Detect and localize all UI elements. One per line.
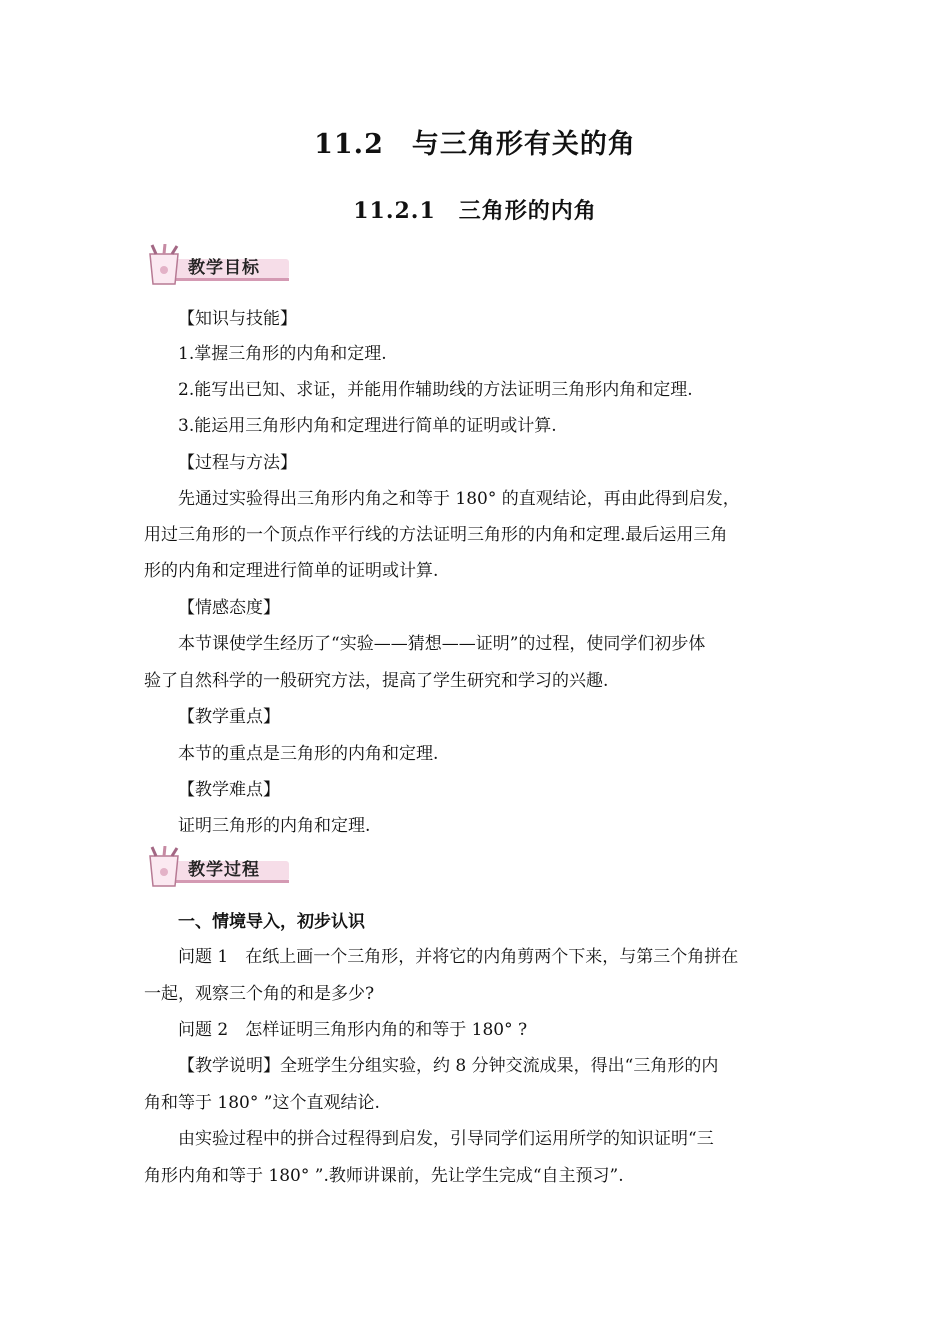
teaching-note-line-1: 【教学说明】全班学生分组实验，约 8 分钟交流成果，得出“三角形的内: [178, 1056, 719, 1076]
emotion-line-1: 本节课使学生经历了“实验——猜想——证明”的过程，使同学们初步体: [178, 634, 706, 654]
teaching-note-line-2: 角和等于 180° ”这个直观结论.: [144, 1093, 380, 1113]
knowledge-heading: 【知识与技能】: [178, 309, 297, 329]
difficulty-text: 证明三角形的内角和定理.: [178, 816, 371, 836]
page-title: 11.2 与三角形有关的角: [314, 129, 636, 160]
method-line-3: 形的内角和定理进行简单的证明或计算.: [144, 561, 439, 581]
method-line-1: 先通过实验得出三角形内角之和等于 180° 的直观结论，再由此得到启发，: [178, 489, 740, 509]
guide-line-2: 角形内角和等于 180° ”.教师讲课前，先让学生完成“自主预习”.: [144, 1166, 624, 1186]
emotion-line-2: 验了自然科学的一般研究方法，提高了学生研究和学习的兴趣.: [144, 671, 609, 691]
step1-heading: 一、情境导入，初步认识: [178, 912, 365, 932]
knowledge-item-3: 3.能运用三角形内角和定理进行简单的证明或计算.: [178, 416, 557, 436]
key-text: 本节的重点是三角形的内角和定理.: [178, 744, 439, 764]
badge-label-process: 教学过程: [188, 860, 260, 880]
key-heading: 【教学重点】: [178, 707, 280, 727]
question1-line-2: 一起，观察三个角的和是多少?: [144, 984, 375, 1004]
guide-line-1: 由实验过程中的拼合过程得到启发，引导同学们运用所学的知识证明“三: [178, 1129, 714, 1149]
knowledge-item-1: 1.掌握三角形的内角和定理.: [178, 344, 387, 364]
method-line-2: 用过三角形的一个顶点作平行线的方法证明三角形的内角和定理.最后运用三角: [144, 525, 728, 545]
emotion-heading: 【情感态度】: [178, 598, 280, 618]
badge-label-goals: 教学目标: [188, 258, 260, 278]
section-badge-process: [144, 846, 294, 890]
difficulty-heading: 【教学难点】: [178, 780, 280, 800]
page-subtitle: 11.2.1 三角形的内角: [353, 198, 597, 224]
section-badge-goals: [144, 244, 294, 288]
question2: 问题 2 怎样证明三角形内角的和等于 180° ?: [178, 1020, 528, 1040]
knowledge-item-2: 2.能写出已知、求证，并能用作辅助线的方法证明三角形内角和定理.: [178, 380, 693, 400]
question1-line-1: 问题 1 在纸上画一个三角形，并将它的内角剪两个下来，与第三个角拼在: [178, 947, 739, 967]
method-heading: 【过程与方法】: [178, 453, 297, 473]
